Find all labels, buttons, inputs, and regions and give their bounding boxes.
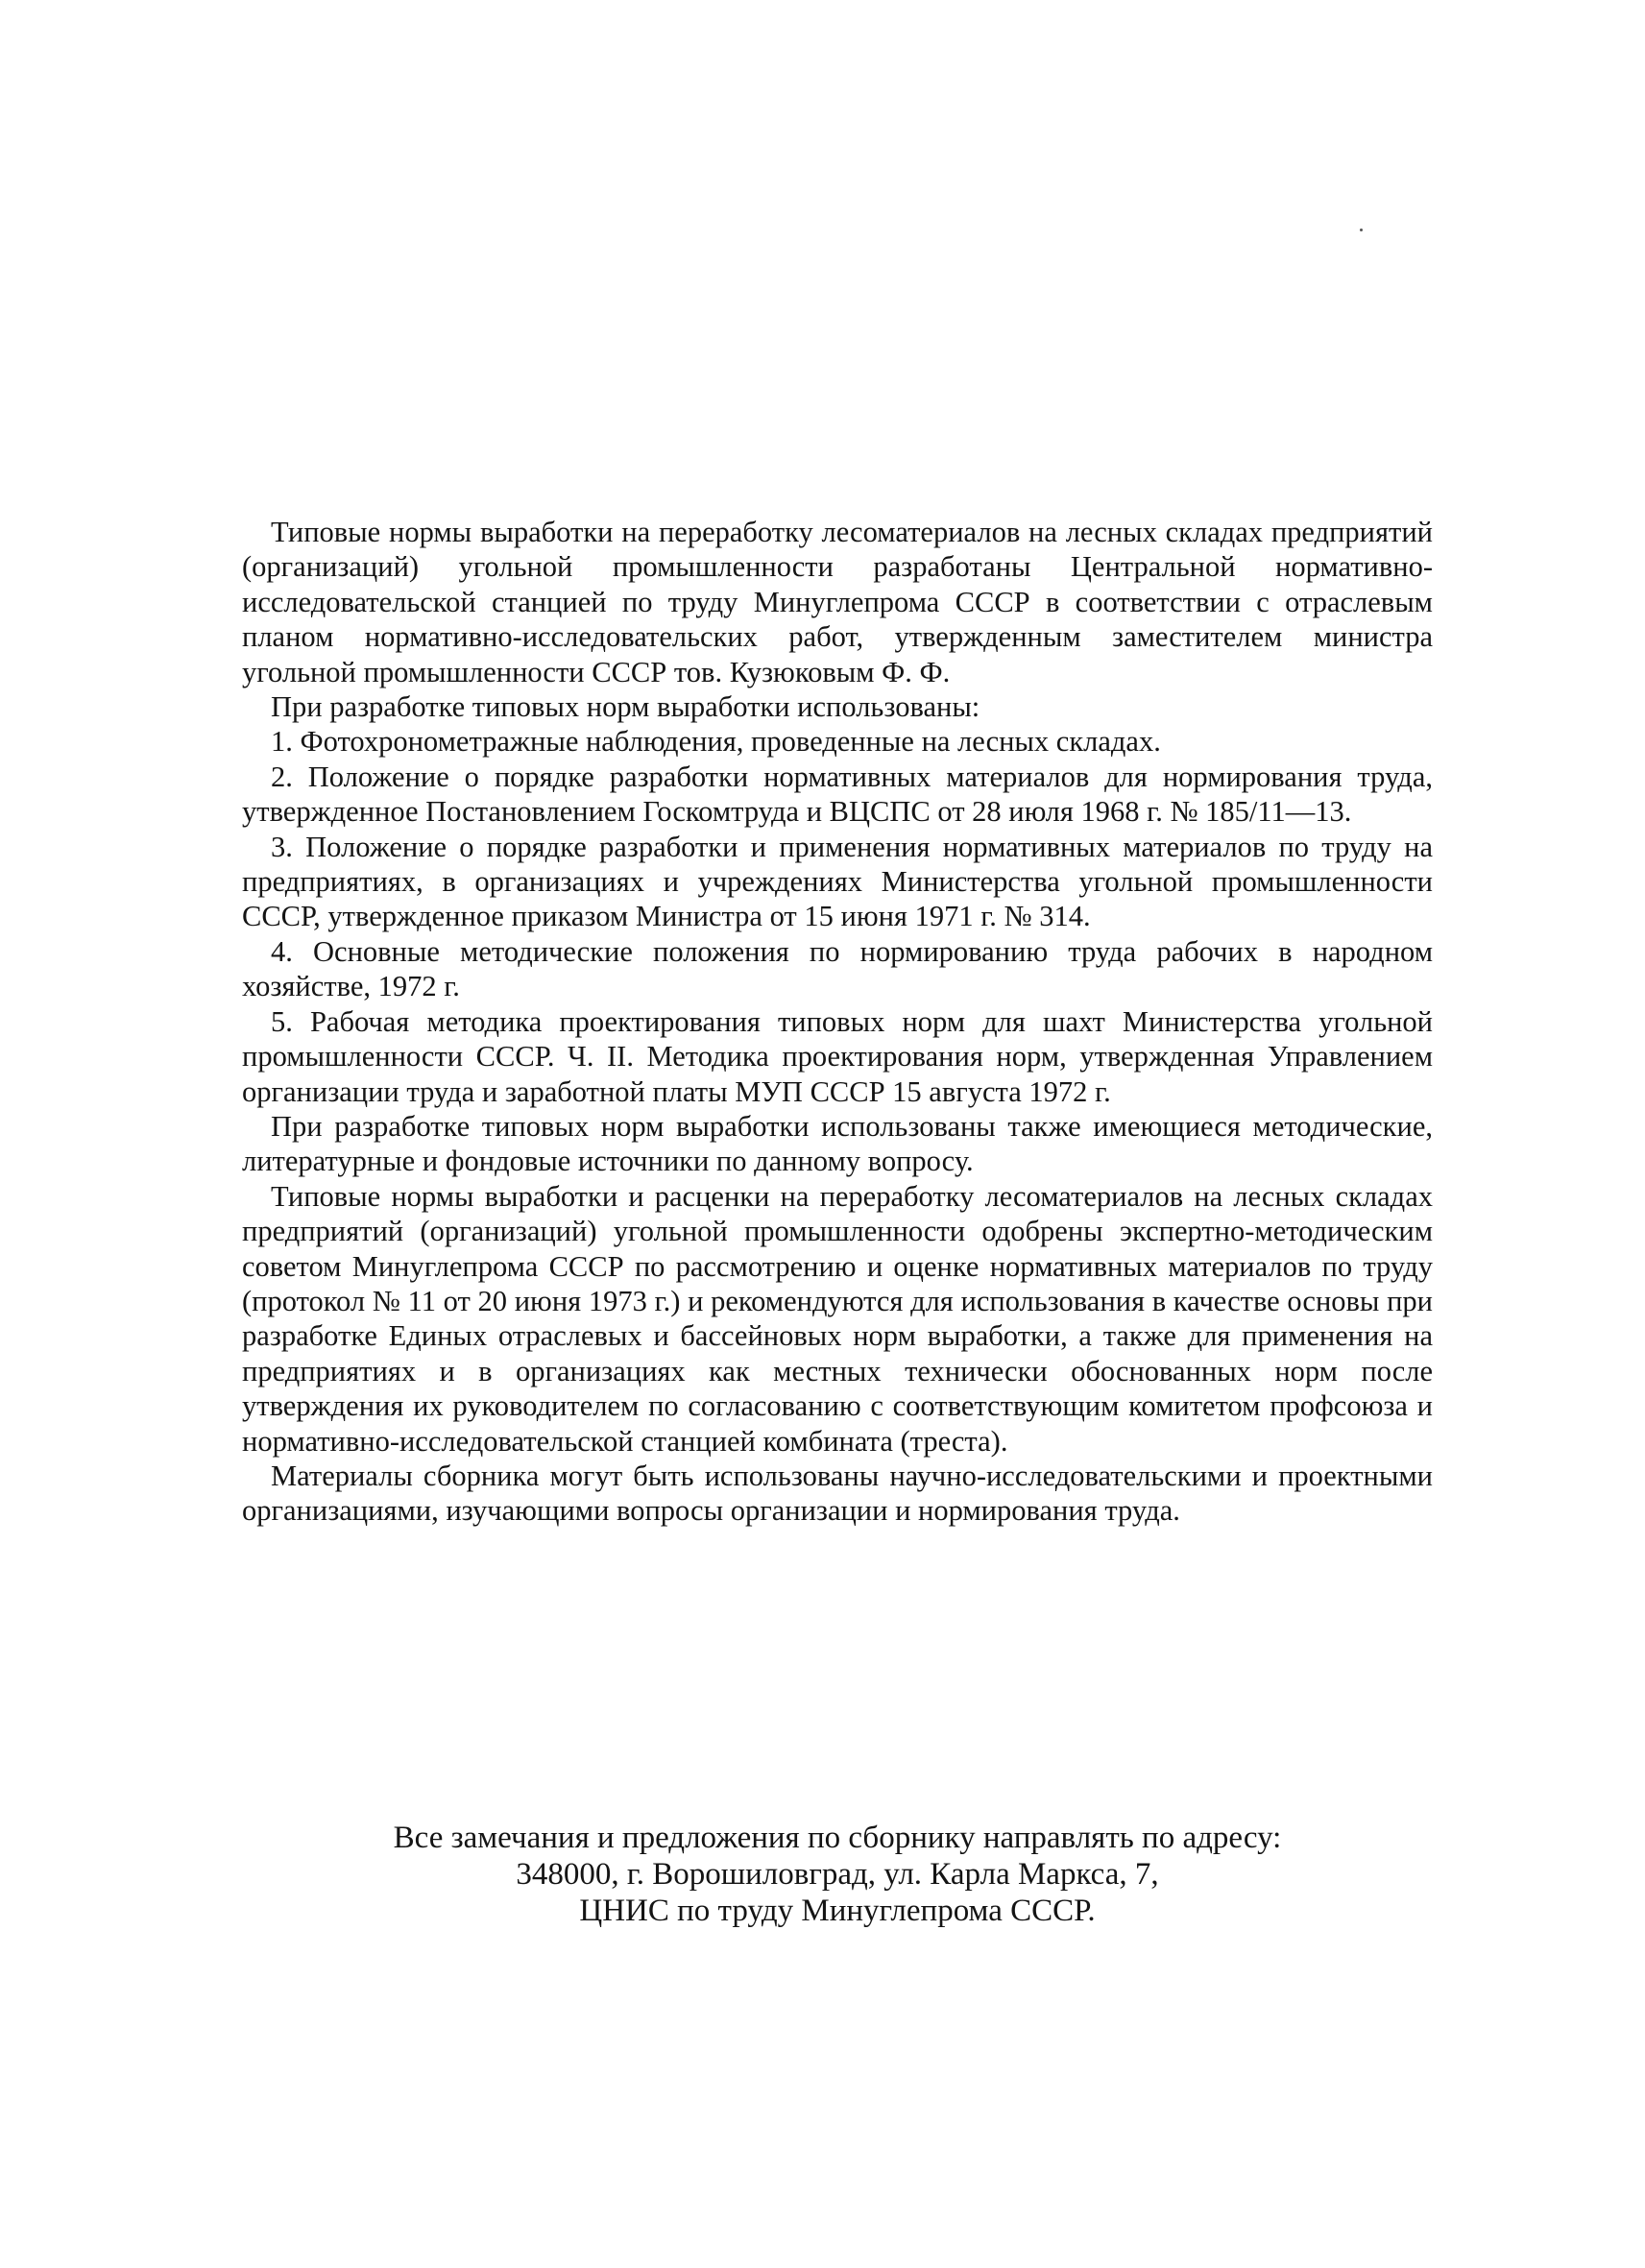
paragraph-intro: Типовые нормы выработки на переработку лесоматериалов на лесных складах предприятий (организаций) угольной промышленности разработаны Центральной нормативно-исследовательской станцией по труду Минуглепрома СССР в соответствии с отраслевым планом нормативно-исследовательских работ, утвержденным заместителем министра угольной промышленности СССР тов. Кузюковым Ф. Ф. — [242, 516, 1433, 688]
list-item-2: 2. Положение о порядке разработки нормативных материалов для нормирования труда, утвержденное Постановлением Госкомтруда и ВЦСПС от 28 июля 1968 г. № 185/11—13. — [242, 760, 1433, 829]
address-line-2: 348000, г. Ворошиловград, ул. Карла Маркса, 7, — [516, 1857, 1159, 1892]
scan-speck — [1360, 229, 1363, 231]
paragraph-sources-heading: При разработке типовых норм выработки использованы: — [271, 690, 980, 724]
address-line-1: Все замечания и предложения по сборнику направлять по адресу: — [393, 1821, 1282, 1855]
body-text — [242, 515, 1433, 1529]
list-item-5: 5. Рабочая методика проектирования типовых норм для шахт Министерства угольной промышленности СССР. Ч. II. Методика проектирования норм, утвержденная Управлением организации труда и заработной платы МУП СССР 15 августа 1972 г. — [242, 1004, 1433, 1108]
paragraph-additional-sources: При разработке типовых норм выработки использованы также имеющиеся методические, литературные и фондовые источники по данному вопросу. — [242, 1109, 1433, 1178]
address-block — [242, 1820, 1433, 1929]
list-item-1: 1. Фотохронометражные наблюдения, проведенные на лесных складах. — [271, 725, 1161, 759]
list-item-3: 3. Положение о порядке разработки и применения нормативных материалов по труду на предприятиях, в организациях и учреждениях Министерства угольной промышленности СССР, утвержденное приказом Министра от 15 июня 1971 г. № 314. — [242, 830, 1433, 933]
paragraph-approval: Типовые нормы выработки и расценки на переработку лесоматериалов на лесных складах предприятий (организаций) угольной промышленности одобрены экспертно-методическим советом Минуглепрома СССР по рассмотрению и оценке нормативных материалов по труду (протокол № 11 от 20 июня 1973 г.) и рекомендуются для использования в качестве основы при разработке Единых отраслевых и бассейновых норм выработки, а также для применения на предприятиях и в организациях как местных технически обоснованных норм после утверждения их руководителем по согласованию с соответствующим комитетом профсоюза и нормативно-исследовательской станцией комбината (треста). — [242, 1179, 1433, 1458]
paragraph-usage: Материалы сборника могут быть использованы научно-исследовательскими и проектными организациями, изучающими вопросы организации и нормирования труда. — [242, 1459, 1433, 1528]
list-item-4: 4. Основные методические положения по нормированию труда рабочих в народном хозяйстве, 1972 г. — [242, 934, 1433, 1003]
address-line-3: ЦНИС по труду Минуглепрома СССР. — [579, 1894, 1096, 1928]
